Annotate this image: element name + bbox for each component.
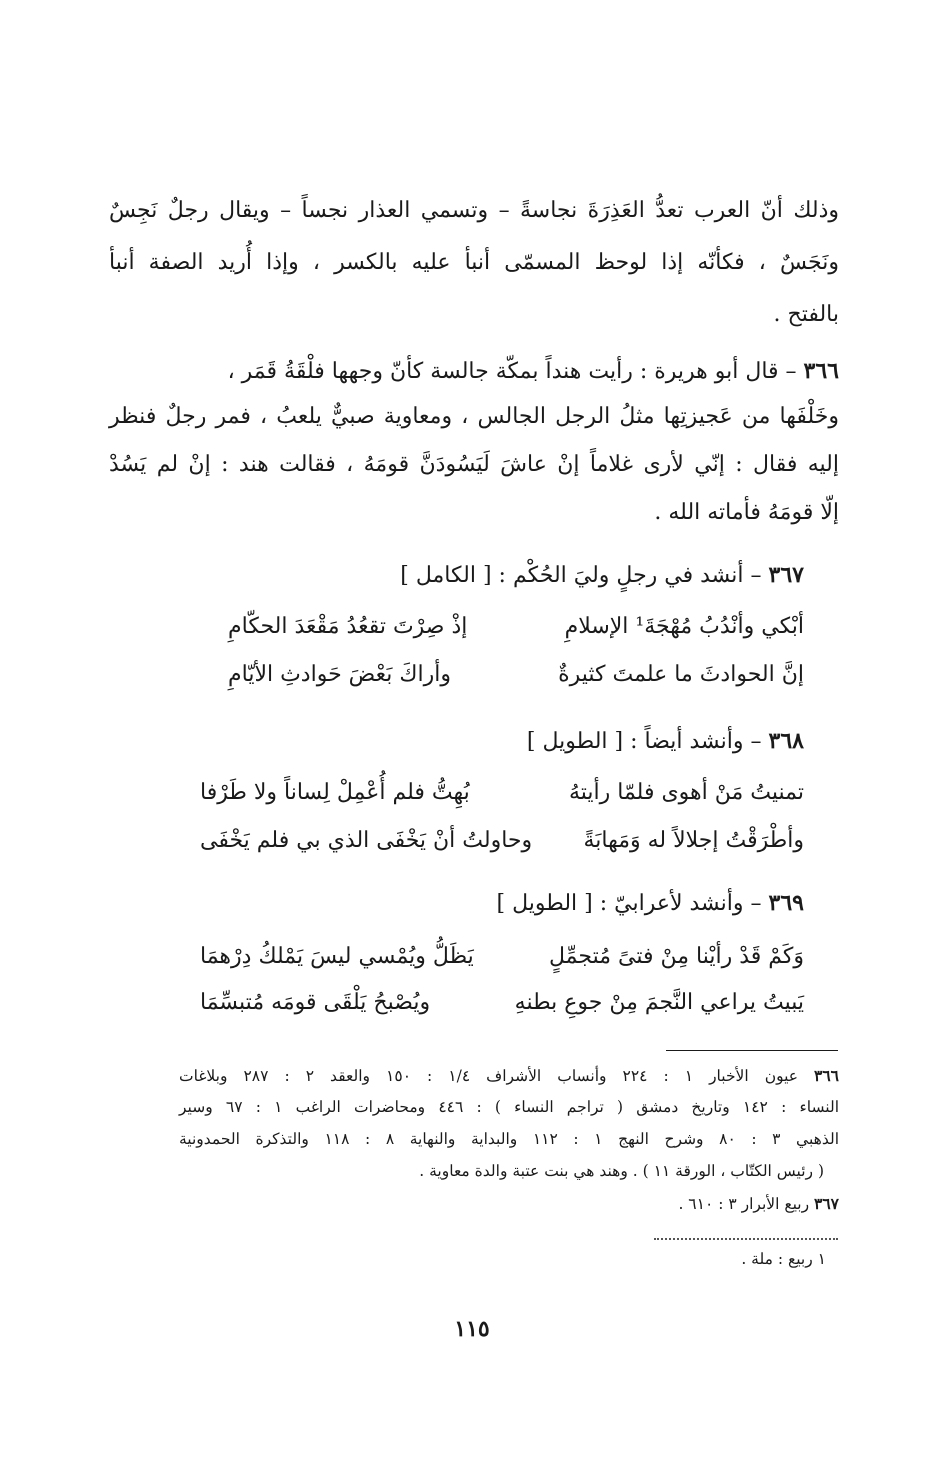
verse-second-hemistich: وأراكَ بَعْضَ حَوادثِ الأيّامِ bbox=[228, 662, 451, 687]
poem-369-heading bbox=[497, 890, 804, 916]
footnote-line: الذهبي ٣ : ٨٠ وشرح النهج ١ : ١١٢ والبداية والنهاية ٨ : ١١٨ والتذكرة الحمدونية bbox=[179, 1130, 839, 1148]
poem-meter: [ الطويل ] bbox=[526, 729, 624, 754]
footnote-text: عيون الأخبار ١ : ٢٢٤ وأنساب الأشراف ١/٤ : ١٥٠ والعقد ٢ : ٢٨٧ وبلاغات bbox=[179, 1067, 799, 1085]
gloss-note bbox=[166, 1250, 826, 1268]
footnote-line: ( رئيس الكتّاب ، الورقة ١١ ) . وهند هي بنت عتبة والدة معاوية . bbox=[419, 1162, 824, 1180]
poem-intro: وأنشد أيضاً : bbox=[630, 729, 744, 754]
verse-first-hemistich: يَبيتُ يراعي النَّجمَ مِنْ جوعِ بطنهِ bbox=[514, 990, 804, 1015]
footnote-366-line-1 bbox=[179, 1066, 839, 1085]
entry-number: ٣٦٩ bbox=[768, 890, 804, 916]
verse-second-hemistich: ويُصْبحُ يَلْقَى قومَه مُتبسِّمَا bbox=[200, 990, 431, 1015]
footnote-separator bbox=[666, 1050, 838, 1051]
verse-first-hemistich: تمنيتُ مَنْ أهوى فلمّا رأيتهُ bbox=[568, 780, 804, 805]
prose-text: قال أبو هريرة : رأيت هنداً بمكّة جالسة كأنّ وجهها فلْقَةُ قَمَر ، bbox=[227, 359, 779, 384]
footnote-line: النساء : ١٤٢ وتاريخ دمشق ( تراجم النساء ) : ٤٤٦ ومحاضرات الراغب ١ : ٦٧ وسير bbox=[179, 1098, 840, 1116]
verse-first-hemistich: وأطْرَقْتُ إجلالاً له وَمَهابَةً bbox=[583, 828, 804, 853]
entry-dash: – bbox=[785, 359, 797, 384]
verse-second-hemistich: إذْ صِرْتَ تقعُدُ مَقْعَدَ الحكّامِ bbox=[228, 614, 468, 639]
prose-line: بالفتح . bbox=[773, 302, 839, 327]
poem-meter: [ الطويل ] bbox=[496, 891, 593, 916]
prose-line: إلّا قومَهُ فأماته الله . bbox=[654, 500, 839, 525]
footnote-367 bbox=[179, 1194, 839, 1213]
gloss-separator bbox=[654, 1238, 838, 1240]
verse-first-hemistich: وَكَمْ قَدْ رأيْنا مِنْ فتىً مُتجمِّلٍ bbox=[549, 944, 804, 969]
entry-366-line-1 bbox=[109, 358, 839, 384]
prose-line: ونَجَسٌ ، فكأنّه إذا لوحظ المسمّى أنبأ عليه بالكسر ، وإذا أُريد الصفة أنبأ bbox=[109, 250, 839, 275]
verse-second-hemistich: بُهِتُّ فلم أُعْمِلْ لِساناً ولا طَرْفا bbox=[200, 780, 470, 805]
page-number: ١١٥ bbox=[454, 1316, 490, 1342]
entry-number: ٣٦٨ bbox=[768, 728, 804, 754]
gloss-text: ربيع : ملة . bbox=[741, 1250, 813, 1268]
footnote-number: ٣٦٧ bbox=[814, 1194, 839, 1213]
prose-line: وخَلْفَها من عَجيزتِها مثلُ الرجل الجالس ، ومعاوية صبيٌّ يلعبُ ، فمر رجلٌ فنظر bbox=[109, 404, 840, 429]
footnote-text: ربيع الأبرار ٣ : ٦١٠ . bbox=[678, 1195, 810, 1213]
verse-second-hemistich: وحاولتُ أنْ يَخْفَى الذي بي فلم يَخْفَى bbox=[200, 828, 533, 853]
gloss-number: ١ bbox=[817, 1250, 826, 1268]
footnote-number: ٣٦٦ bbox=[814, 1066, 840, 1085]
poem-368-heading bbox=[527, 728, 804, 754]
prose-line: وذلك أنّ العرب تعدُّ العَذِرَةَ نجاسةً – وتسمي العذار نجساً – ويقال رجلٌ نَجِسٌ bbox=[109, 198, 839, 223]
entry-dash: – bbox=[750, 729, 762, 754]
poem-intro: وأنشد لأعرابيّ : bbox=[599, 891, 744, 916]
poem-intro: أنشد في رجلٍ وليَ الحُكْم : bbox=[498, 563, 744, 588]
entry-number: ٣٦٧ bbox=[768, 562, 804, 588]
verse-second-hemistich: يَظَلُّ ويُمْسي ليسَ يَمْلكُ دِرْهمَا bbox=[200, 944, 474, 969]
entry-dash: – bbox=[750, 891, 762, 916]
verse-first-hemistich: أبْكي وأنْدُبُ مُهْجَةَ¹ الإسلامِ bbox=[564, 614, 804, 639]
entry-dash: – bbox=[750, 563, 762, 588]
poem-367-heading bbox=[400, 562, 804, 588]
poem-meter: [ الكامل ] bbox=[400, 563, 492, 588]
verse-first-hemistich: إنَّ الحوادثَ ما علمتَ كثيرةٌ bbox=[558, 662, 804, 687]
entry-number: ٣٦٦ bbox=[803, 358, 839, 384]
prose-line: إليه فقال : إنّي لأرى غلاماً إنْ عاشَ لَيَسُودَنَّ قومَهُ ، فقالت هند : إنْ لم يَسُدْ bbox=[109, 452, 839, 477]
